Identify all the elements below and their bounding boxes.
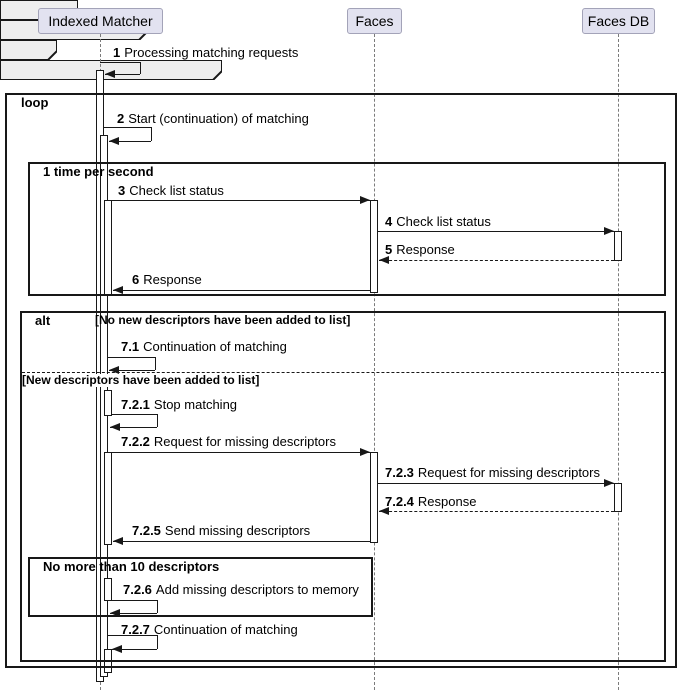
message-line (113, 290, 370, 291)
message-label (132, 273, 202, 287)
message-text: Request for missing descriptors (153, 434, 336, 449)
message-number: 3 (118, 183, 126, 198)
message-line (157, 635, 158, 649)
message-label (385, 495, 476, 509)
message-text: Processing matching requests (124, 45, 299, 60)
message-text: Response (143, 272, 202, 287)
frame-label: No more than 10 descriptors (43, 559, 220, 574)
arrowhead-right (604, 479, 614, 487)
participant-box (38, 8, 163, 34)
message-line (378, 483, 614, 484)
message-text: Check list status (129, 183, 224, 198)
message-line (157, 414, 158, 427)
message-line (104, 127, 151, 128)
message-text: Continuation of matching (143, 339, 287, 354)
arrowhead-right (360, 448, 370, 456)
message-text: Continuation of matching (153, 622, 298, 637)
message-text: Stop matching (153, 397, 238, 412)
message-line (379, 260, 614, 261)
message-number: 1 (113, 45, 121, 60)
message-number: 4 (385, 214, 393, 229)
arrowhead-left (109, 137, 119, 145)
participant-box (347, 8, 402, 34)
message-label (123, 583, 359, 597)
arrowhead-left (112, 645, 122, 653)
arrowhead-right (360, 196, 370, 204)
message-line (108, 357, 155, 358)
message-line (151, 127, 152, 141)
arrowhead-left (110, 423, 120, 431)
participant-label: Faces DB (587, 13, 650, 29)
arrowhead-left (109, 366, 119, 374)
message-number: 7.2.5 (132, 523, 161, 538)
message-text: Add missing descriptors to memory (155, 582, 359, 597)
message-line (113, 541, 370, 542)
message-label (121, 623, 298, 637)
frame-condition: [No new descriptors have been added to list] (95, 313, 351, 327)
message-line (112, 414, 157, 415)
frame-label: alt (35, 313, 51, 328)
message-text: Check list status (396, 214, 491, 229)
message-number: 7.2.7 (121, 622, 150, 637)
message-label (121, 435, 336, 449)
message-number: 7.2.3 (385, 465, 414, 480)
message-text: Request for missing descriptors (417, 465, 600, 480)
participant-label: Faces (355, 13, 394, 29)
message-number: 5 (385, 242, 393, 257)
message-text: Response (417, 494, 477, 509)
arrowhead-left (105, 70, 115, 78)
message-line (157, 600, 158, 613)
alt-divider-label: [New descriptors have been added to list] (22, 374, 263, 387)
message-line (112, 600, 157, 601)
arrowhead-right (604, 227, 614, 235)
message-number: 2 (117, 111, 125, 126)
message-label (132, 524, 310, 538)
frame-label: loop (21, 95, 49, 110)
message-number: 7.1 (121, 339, 140, 354)
frame-tab (0, 40, 57, 60)
arrowhead-left (110, 609, 120, 617)
message-label (113, 46, 298, 60)
participant-box (582, 8, 655, 34)
message-line (155, 357, 156, 370)
arrowhead-left (113, 537, 123, 545)
message-number: 7.2.2 (121, 434, 150, 449)
frame-label: 1 time per second (43, 164, 154, 179)
message-label (385, 466, 600, 480)
message-label (118, 184, 224, 198)
message-label (385, 243, 455, 257)
message-line (379, 511, 614, 512)
message-label (121, 340, 287, 354)
participant-label: Indexed Matcher (48, 13, 153, 29)
message-line (100, 62, 140, 63)
message-number: 7.2.4 (385, 494, 414, 509)
message-text: Send missing descriptors (164, 523, 311, 538)
message-number: 7.2.1 (121, 397, 150, 412)
message-number: 7.2.6 (123, 582, 152, 597)
message-line (378, 231, 614, 232)
message-line (112, 452, 370, 453)
message-text: Start (continuation) of matching (128, 111, 309, 126)
message-number: 6 (132, 272, 140, 287)
arrowhead-left (113, 286, 123, 294)
message-label (121, 398, 237, 412)
message-line (112, 200, 370, 201)
message-label (117, 112, 309, 126)
arrowhead-left (379, 256, 389, 264)
message-text: Response (396, 242, 455, 257)
message-label (385, 215, 491, 229)
message-line (140, 62, 141, 74)
